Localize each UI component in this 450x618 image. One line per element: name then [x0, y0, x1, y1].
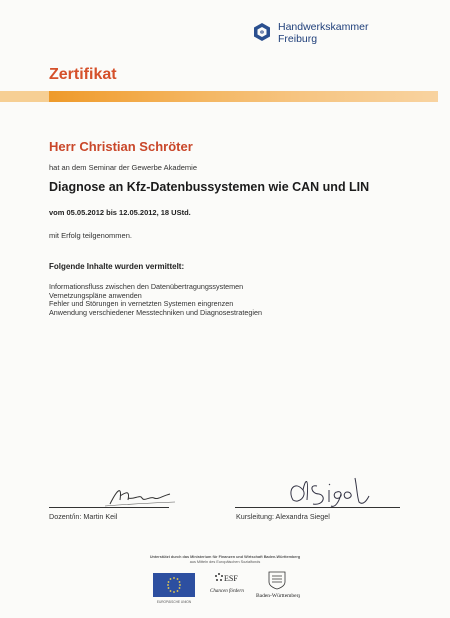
contents-item: Fehler und Störungen in vernetzten Systemen eingrenzen: [49, 299, 234, 309]
esf-tagline: Chancen fördern: [210, 589, 244, 594]
contents-list: [49, 283, 262, 317]
contents-item: Anwendung verschiedener Messtechniken und Diagnosestrategien: [49, 307, 262, 317]
eu-caption: EUROPÄISCHE UNION: [156, 600, 192, 604]
contents-item: Vernetzungspläne anwenden: [49, 290, 142, 300]
esf-logo-icon: [208, 570, 252, 600]
course-title: Diagnose an Kfz-Datenbussystemen wie CAN und LIN: [49, 180, 370, 194]
bw-label: Baden-Württemberg: [256, 593, 300, 599]
decorative-band: [49, 91, 438, 102]
recipient-name: Herr Christian Schröter: [49, 139, 193, 154]
contents-heading: Folgende Inhalte wurden vermittelt:: [49, 262, 185, 271]
signature-keil: [100, 482, 180, 510]
handwerkskammer-logo-icon: [252, 22, 272, 42]
org-name: [278, 21, 368, 45]
support-text: [100, 555, 350, 565]
org-name-line2: Freiburg: [278, 33, 318, 45]
course-dates: vom 05.05.2012 bis 12.05.2012, 18 UStd.: [49, 208, 191, 217]
signature-line-left: [49, 507, 169, 508]
eu-flag-icon: [153, 573, 195, 597]
support-line1: Unterstützt durch das Ministerium für Finanzen und Wirtschaft Baden-Württemberg: [149, 555, 301, 559]
success-line: mit Erfolg teilgenommen.: [49, 231, 132, 240]
bw-coat-of-arms-icon: [255, 570, 300, 600]
attended-line: hat an dem Seminar der Gewerbe Akademie: [49, 163, 197, 172]
contents-item: Informationsfluss zwischen den Datenübertragungssystemen: [49, 282, 244, 291]
bw-logo: [255, 570, 300, 605]
esf-logo: [208, 570, 252, 605]
signature-siegel: [285, 470, 380, 512]
org-name-line1: Handwerkskammer: [278, 21, 369, 33]
esf-label: ESF: [224, 574, 238, 583]
certificate-title: Zertifikat: [49, 66, 117, 83]
signature-line-right: [235, 507, 400, 508]
course-lead-label: Kursleitung: Alexandra Siegel: [236, 512, 330, 521]
decorative-band-left: [0, 91, 49, 102]
support-line2: aus Mitteln des Europäischen Sozialfonds: [189, 560, 261, 564]
lecturer-label: Dozent/in: Martin Keil: [49, 512, 118, 521]
